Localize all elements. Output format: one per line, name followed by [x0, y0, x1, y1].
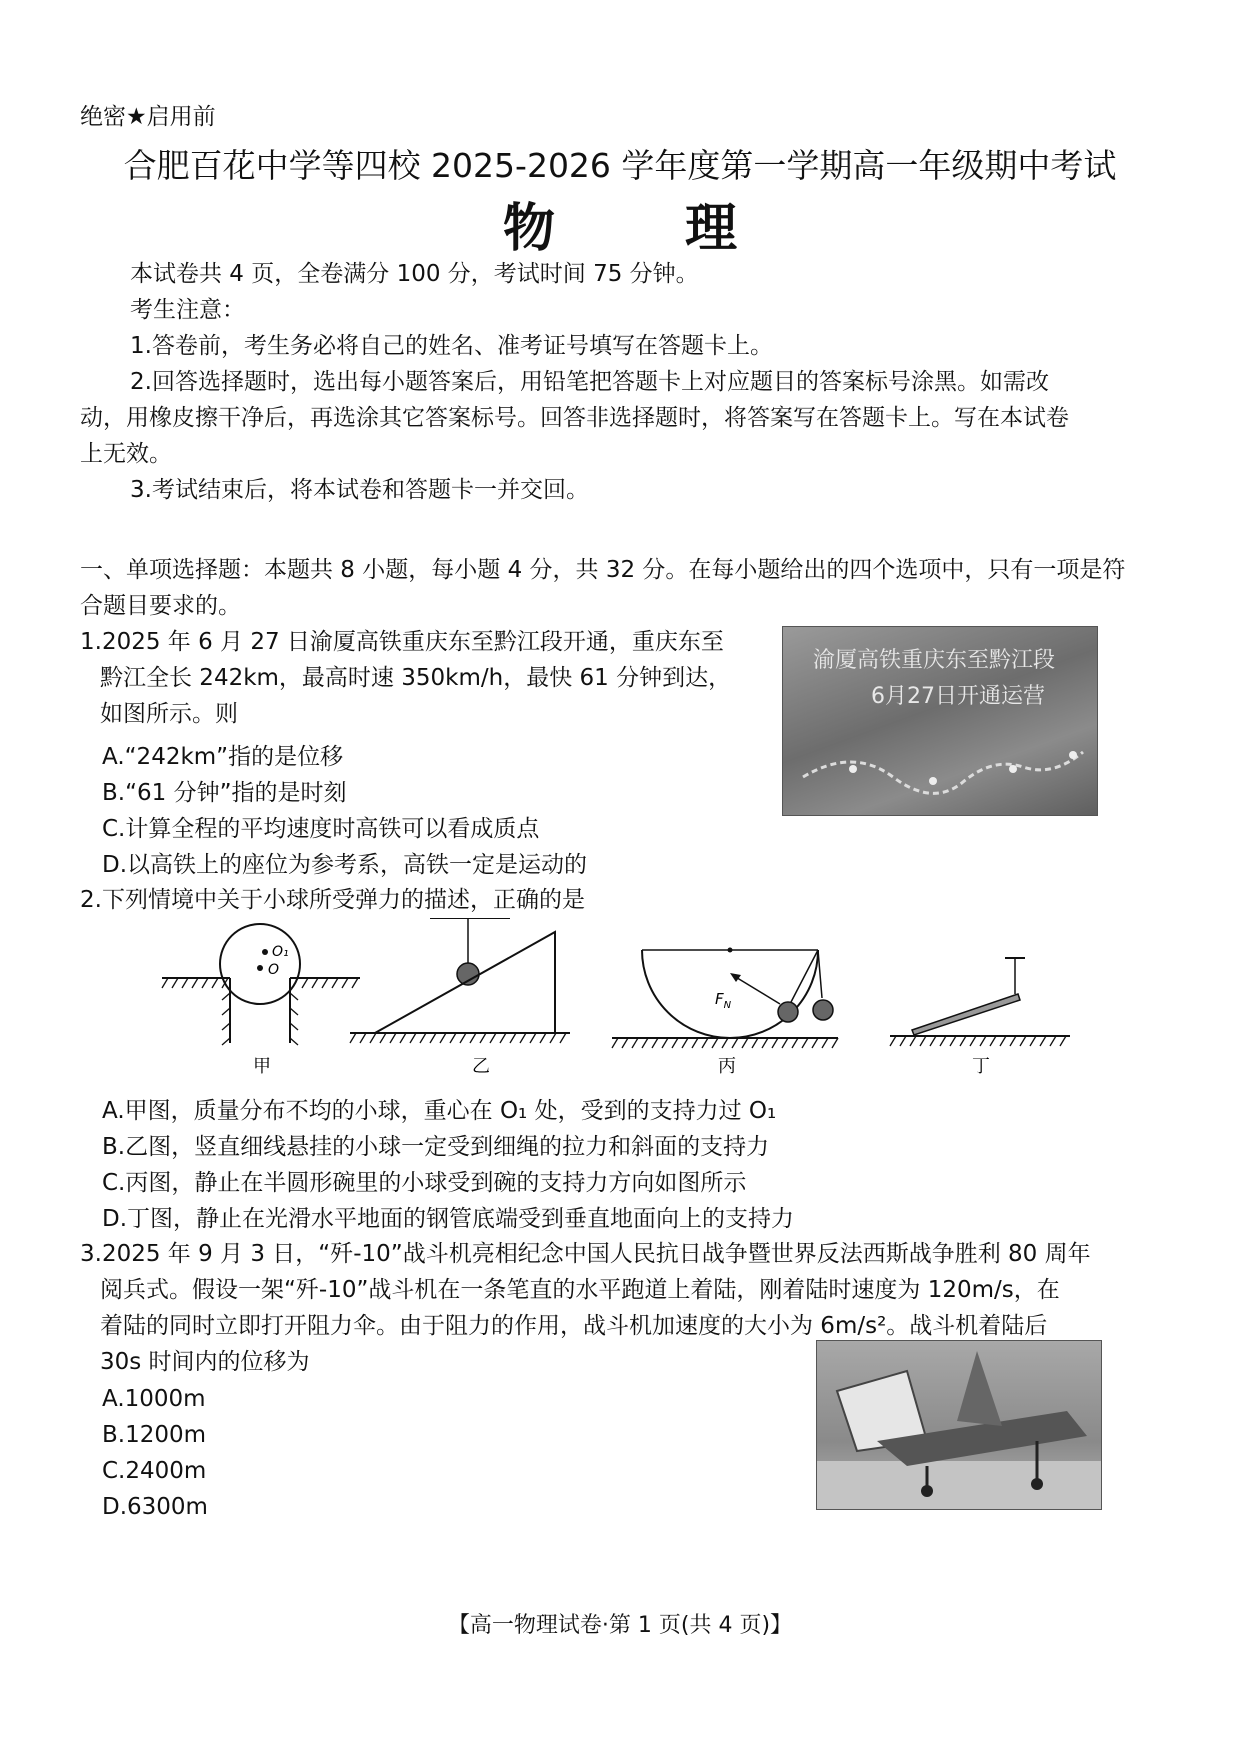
figure-jia — [162, 924, 360, 1077]
q1-stem: 1.2025 年 6 月 27 日渝厦高铁重庆东至黔江段开通，重庆东至 — [80, 629, 724, 655]
q3-stem-end: 30s 时间内的位移为 — [100, 1349, 310, 1375]
q1-stem-end: 如图所示。则 — [100, 701, 238, 727]
railway-photo — [782, 626, 1098, 816]
q3-option-b: B.1200m — [102, 1422, 207, 1448]
q3-option-d: D.6300m — [102, 1494, 208, 1520]
label-fn-main: F — [715, 990, 724, 1008]
q3-option-a: A.1000m — [102, 1386, 206, 1412]
q2-stem: 2.下列情境中关于小球所受弹力的描述，正确的是 — [80, 887, 585, 913]
q2-option-c: C.丙图，静止在半圆形碗里的小球受到碗的支持力方向如图所示 — [102, 1170, 747, 1196]
fighter-jet-photo — [816, 1340, 1102, 1510]
label-o1: O₁ — [272, 944, 289, 960]
q3-stem-cont1: 阅兵式。假设一架“歼-10”战斗机在一条笔直的水平跑道上着陆，刚着陆时速度为 120m/s，在 — [100, 1277, 1060, 1303]
exam-title: 合肥百花中学等四校 2025-2026 学年度第一学期高一年级期中考试 — [123, 146, 1117, 185]
figure-bing — [612, 948, 838, 1078]
figure-label-yi: 乙 — [472, 1056, 490, 1077]
subject-title: 物 理 — [502, 198, 794, 259]
q2-option-b: B.乙图，竖直细线悬挂的小球一定受到细绳的拉力和斜面的支持力 — [102, 1134, 770, 1160]
notes-heading: 考生注意： — [130, 297, 245, 323]
q1-option-b: B.“61 分钟”指的是时刻 — [102, 780, 347, 806]
section-heading-cont: 合题目要求的。 — [80, 593, 241, 619]
note-item-2-end: 上无效。 — [80, 441, 172, 467]
note-item-3: 3.考试结束后，将本试卷和答题卡一并交回。 — [130, 477, 589, 503]
notes-summary: 本试卷共 4 页，全卷满分 100 分，考试时间 75 分钟。 — [130, 261, 699, 287]
q3-stem: 3.2025 年 9 月 3 日，“歼-10”战斗机亮相纪念中国人民抗日战争暨世界反法西斯战争胜利 80 周年 — [80, 1241, 1091, 1267]
q3-option-c: C.2400m — [102, 1458, 207, 1484]
figure-label-jia: 甲 — [253, 1056, 271, 1077]
fighter-jet-drawing — [817, 1341, 1101, 1509]
figure-ding — [890, 958, 1070, 1077]
q2-figures — [150, 918, 1080, 1078]
figure-yi — [350, 918, 570, 1077]
q1-option-d: D.以高铁上的座位为参考系，高铁一定是运动的 — [102, 852, 588, 878]
q3-stem-cont2: 着陆的同时立即打开阻力伞。由于阻力的作用，战斗机加速度的大小为 6m/s²。战斗机着陆后 — [100, 1313, 1048, 1339]
q2-option-a: A.甲图，质量分布不均的小球，重心在 O₁ 处，受到的支持力过 O₁ — [102, 1098, 777, 1124]
label-o: O — [268, 962, 280, 978]
note-item-2-cont: 动，用橡皮擦干净后，再选涂其它答案标号。回答非选择题时，将答案写在答题卡上。写在本试卷 — [80, 405, 1069, 431]
q1-stem-cont: 黔江全长 242km，最高时速 350km/h，最快 61 分钟到达， — [100, 665, 732, 691]
q2-option-d: D.丁图，静止在光滑水平地面的钢管底端受到垂直地面向上的支持力 — [102, 1206, 795, 1232]
q1-option-c: C.计算全程的平均速度时高铁可以看成质点 — [102, 816, 540, 842]
confidential-mark: 绝密★启用前 — [80, 104, 216, 130]
label-fn-sub: N — [723, 1000, 732, 1011]
page-footer: 【高一物理试卷·第 1 页(共 4 页)】 — [447, 1613, 793, 1638]
photo-caption-line1: 渝厦高铁重庆东至黔江段 — [813, 648, 1056, 673]
figure-label-bing: 丙 — [718, 1056, 736, 1077]
label-fn — [715, 990, 732, 1011]
figure-label-ding: 丁 — [972, 1056, 990, 1077]
q1-option-a: A.“242km”指的是位移 — [102, 744, 344, 770]
section-heading: 一、单项选择题：本题共 8 小题，每小题 4 分，共 32 分。在每小题给出的四个选项中，只有一项是符 — [80, 557, 1126, 583]
railway-route-map — [783, 627, 1097, 815]
photo-caption-line2: 6月27日开通运营 — [871, 684, 1045, 709]
note-item-1: 1.答卷前，考生务必将自己的姓名、准考证号填写在答题卡上。 — [130, 333, 773, 359]
note-item-2: 2.回答选择题时，选出每小题答案后，用铅笔把答题卡上对应题目的答案标号涂黑。如需改 — [130, 369, 1049, 395]
